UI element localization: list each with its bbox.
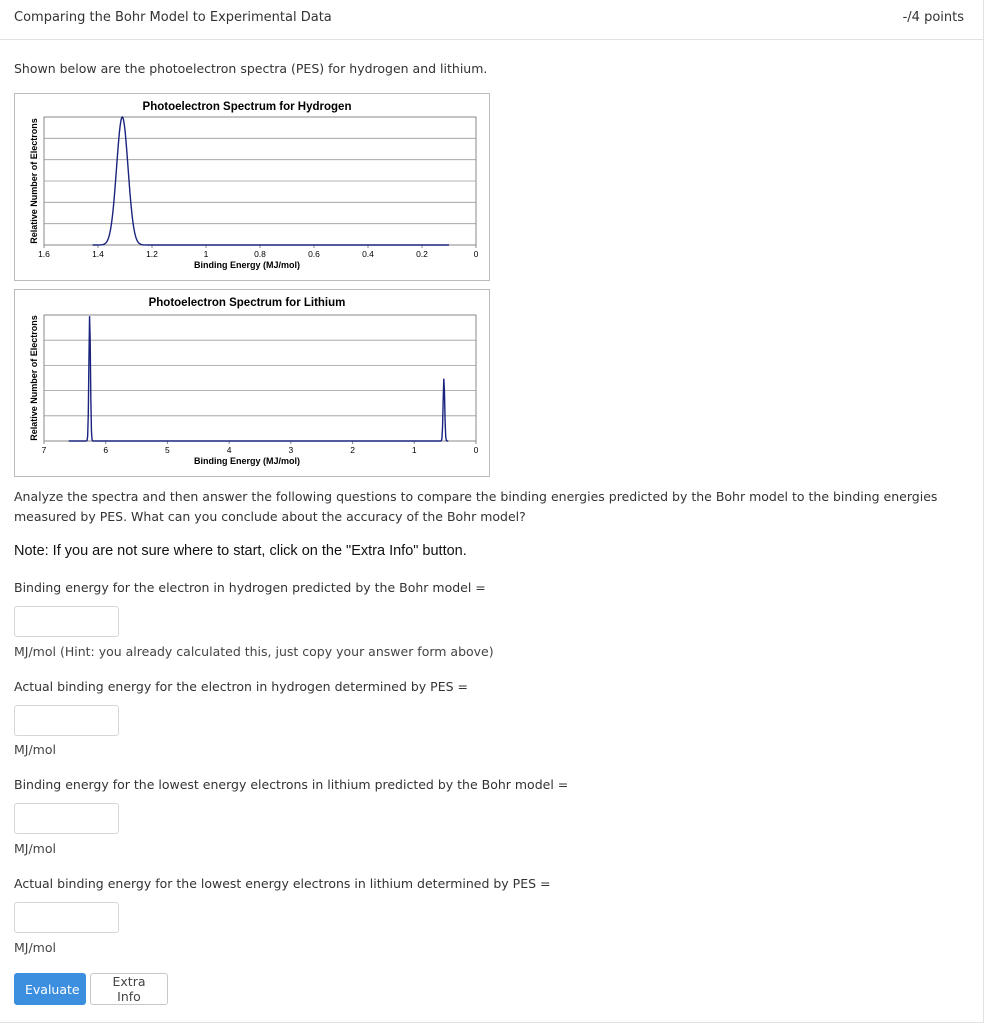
chart-title: Photoelectron Spectrum for Lithium: [148, 297, 346, 309]
x-tick-label: 0: [473, 445, 479, 455]
y-axis-label: Relative Number of Electrons: [29, 315, 39, 441]
x-tick-label: 6: [103, 445, 109, 455]
lithium-pes-chart: [14, 289, 490, 477]
hydrogen-chart-svg: [15, 94, 489, 280]
plot-area: [44, 315, 476, 441]
page-title: Comparing the Bohr Model to Experimental Data: [14, 10, 332, 25]
question-4-input[interactable]: [14, 902, 119, 933]
x-tick-label: 1.6: [38, 249, 50, 259]
question-2-prompt: Actual binding energy for the electron in hydrogen determined by PES =: [14, 679, 468, 694]
intro-text: Shown below are the photoelectron spectra (PES) for hydrogen and lithium.: [14, 61, 488, 76]
question-2-unit: MJ/mol: [14, 742, 56, 757]
x-tick-label: 0.4: [362, 249, 374, 259]
x-tick-label: 7: [41, 445, 47, 455]
x-tick-label: 1: [411, 445, 417, 455]
x-tick-label: 1.2: [146, 249, 158, 259]
question-4-unit: MJ/mol: [14, 940, 56, 955]
extra-info-note: Note: If you are not sure where to start, click on the "Extra Info" button.: [14, 543, 467, 559]
x-tick-label: 0.2: [416, 249, 428, 259]
x-axis-label: Binding Energy (MJ/mol): [193, 260, 301, 270]
chart-title: Photoelectron Spectrum for Hydrogen: [142, 101, 352, 113]
x-tick-label: 3: [288, 445, 294, 455]
question-body: [0, 40, 984, 1023]
x-tick-label: 4: [226, 445, 232, 455]
question-1-prompt: Binding energy for the electron in hydrogen predicted by the Bohr model =: [14, 580, 486, 595]
question-3-unit: MJ/mol: [14, 841, 56, 856]
x-tick-label: 1.4: [92, 249, 104, 259]
x-axis-label: Binding Energy (MJ/mol): [193, 456, 301, 466]
question-1-input[interactable]: [14, 606, 119, 637]
evaluate-button[interactable]: Evaluate: [14, 973, 86, 1005]
question-3-prompt: Binding energy for the lowest energy electrons in lithium predicted by the Bohr model =: [14, 777, 569, 792]
extra-info-button[interactable]: Extra Info: [90, 973, 168, 1005]
y-axis-label: Relative Number of Electrons: [29, 118, 39, 244]
x-tick-label: 5: [165, 445, 170, 455]
question-2-input[interactable]: [14, 705, 119, 736]
x-tick-label: 0.6: [308, 249, 320, 259]
x-tick-label: 1: [203, 249, 209, 259]
hydrogen-pes-chart: [14, 93, 490, 281]
x-tick-label: 0: [473, 249, 479, 259]
x-tick-label: 0.8: [254, 249, 266, 259]
points-indicator: -/4 points: [902, 10, 964, 25]
question-3-input[interactable]: [14, 803, 119, 834]
question-1-unit: MJ/mol (Hint: you already calculated this, just copy your answer form above): [14, 644, 494, 659]
spectrum-line: [69, 316, 449, 441]
question-4-prompt: Actual binding energy for the lowest energy electrons in lithium determined by PES =: [14, 876, 551, 891]
analyze-instructions: Analyze the spectra and then answer the following questions to compare the binding energies predicted by the Bohr model to the binding energies measured by PES. What can you conclude about the accuracy of the Bohr model?: [14, 489, 938, 524]
header-bar: [0, 0, 984, 40]
x-tick-label: 2: [350, 445, 355, 455]
lithium-chart-svg: [15, 290, 489, 476]
